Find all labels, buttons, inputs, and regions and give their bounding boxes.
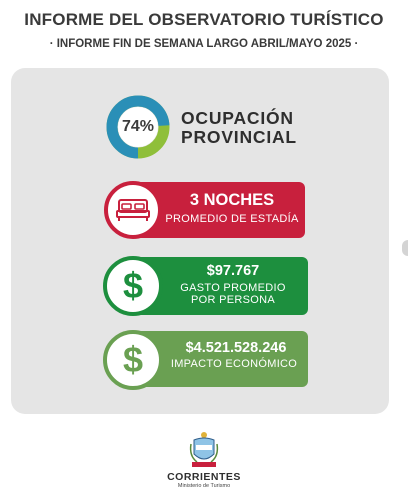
dollar-icon: $ bbox=[122, 265, 144, 306]
ministry-name: Ministerio de Turismo bbox=[177, 483, 231, 489]
spend-label-line2: POR PERSONA bbox=[191, 294, 275, 306]
brand-name: CORRIENTES bbox=[167, 471, 241, 483]
page-title: INFORME DEL OBSERVATORIO TURÍSTICO bbox=[24, 10, 384, 29]
dollar-icon: $ bbox=[122, 339, 144, 380]
spend-label bbox=[164, 282, 302, 306]
bed-icon bbox=[116, 198, 150, 222]
stay-value: 3 NOCHES bbox=[189, 191, 275, 209]
page-subtitle: · INFORME FIN DE SEMANA LARGO ABRIL/MAYO 2025 · bbox=[49, 38, 359, 50]
impact-icon-circle bbox=[103, 330, 163, 390]
impact-value: $4.521.528.246 bbox=[185, 340, 287, 356]
spend-label-line1: GASTO PROMEDIO bbox=[180, 282, 286, 294]
occupancy-label-line1: OCUPACIÓN bbox=[181, 108, 294, 128]
occupancy-percent: 74% bbox=[121, 118, 155, 135]
corrientes-emblem-icon bbox=[187, 430, 221, 470]
impact-label: IMPACTO ECONÓMICO bbox=[170, 358, 298, 370]
spend-value: $97.767 bbox=[206, 263, 260, 279]
carousel-edge-indicator[interactable] bbox=[402, 240, 408, 256]
stay-label: PROMEDIO DE ESTADÍA bbox=[165, 213, 299, 225]
occupancy-label bbox=[181, 109, 297, 147]
spend-icon-circle bbox=[103, 256, 163, 316]
stay-icon-circle bbox=[104, 181, 162, 239]
occupancy-label-line2: PROVINCIAL bbox=[181, 127, 297, 147]
